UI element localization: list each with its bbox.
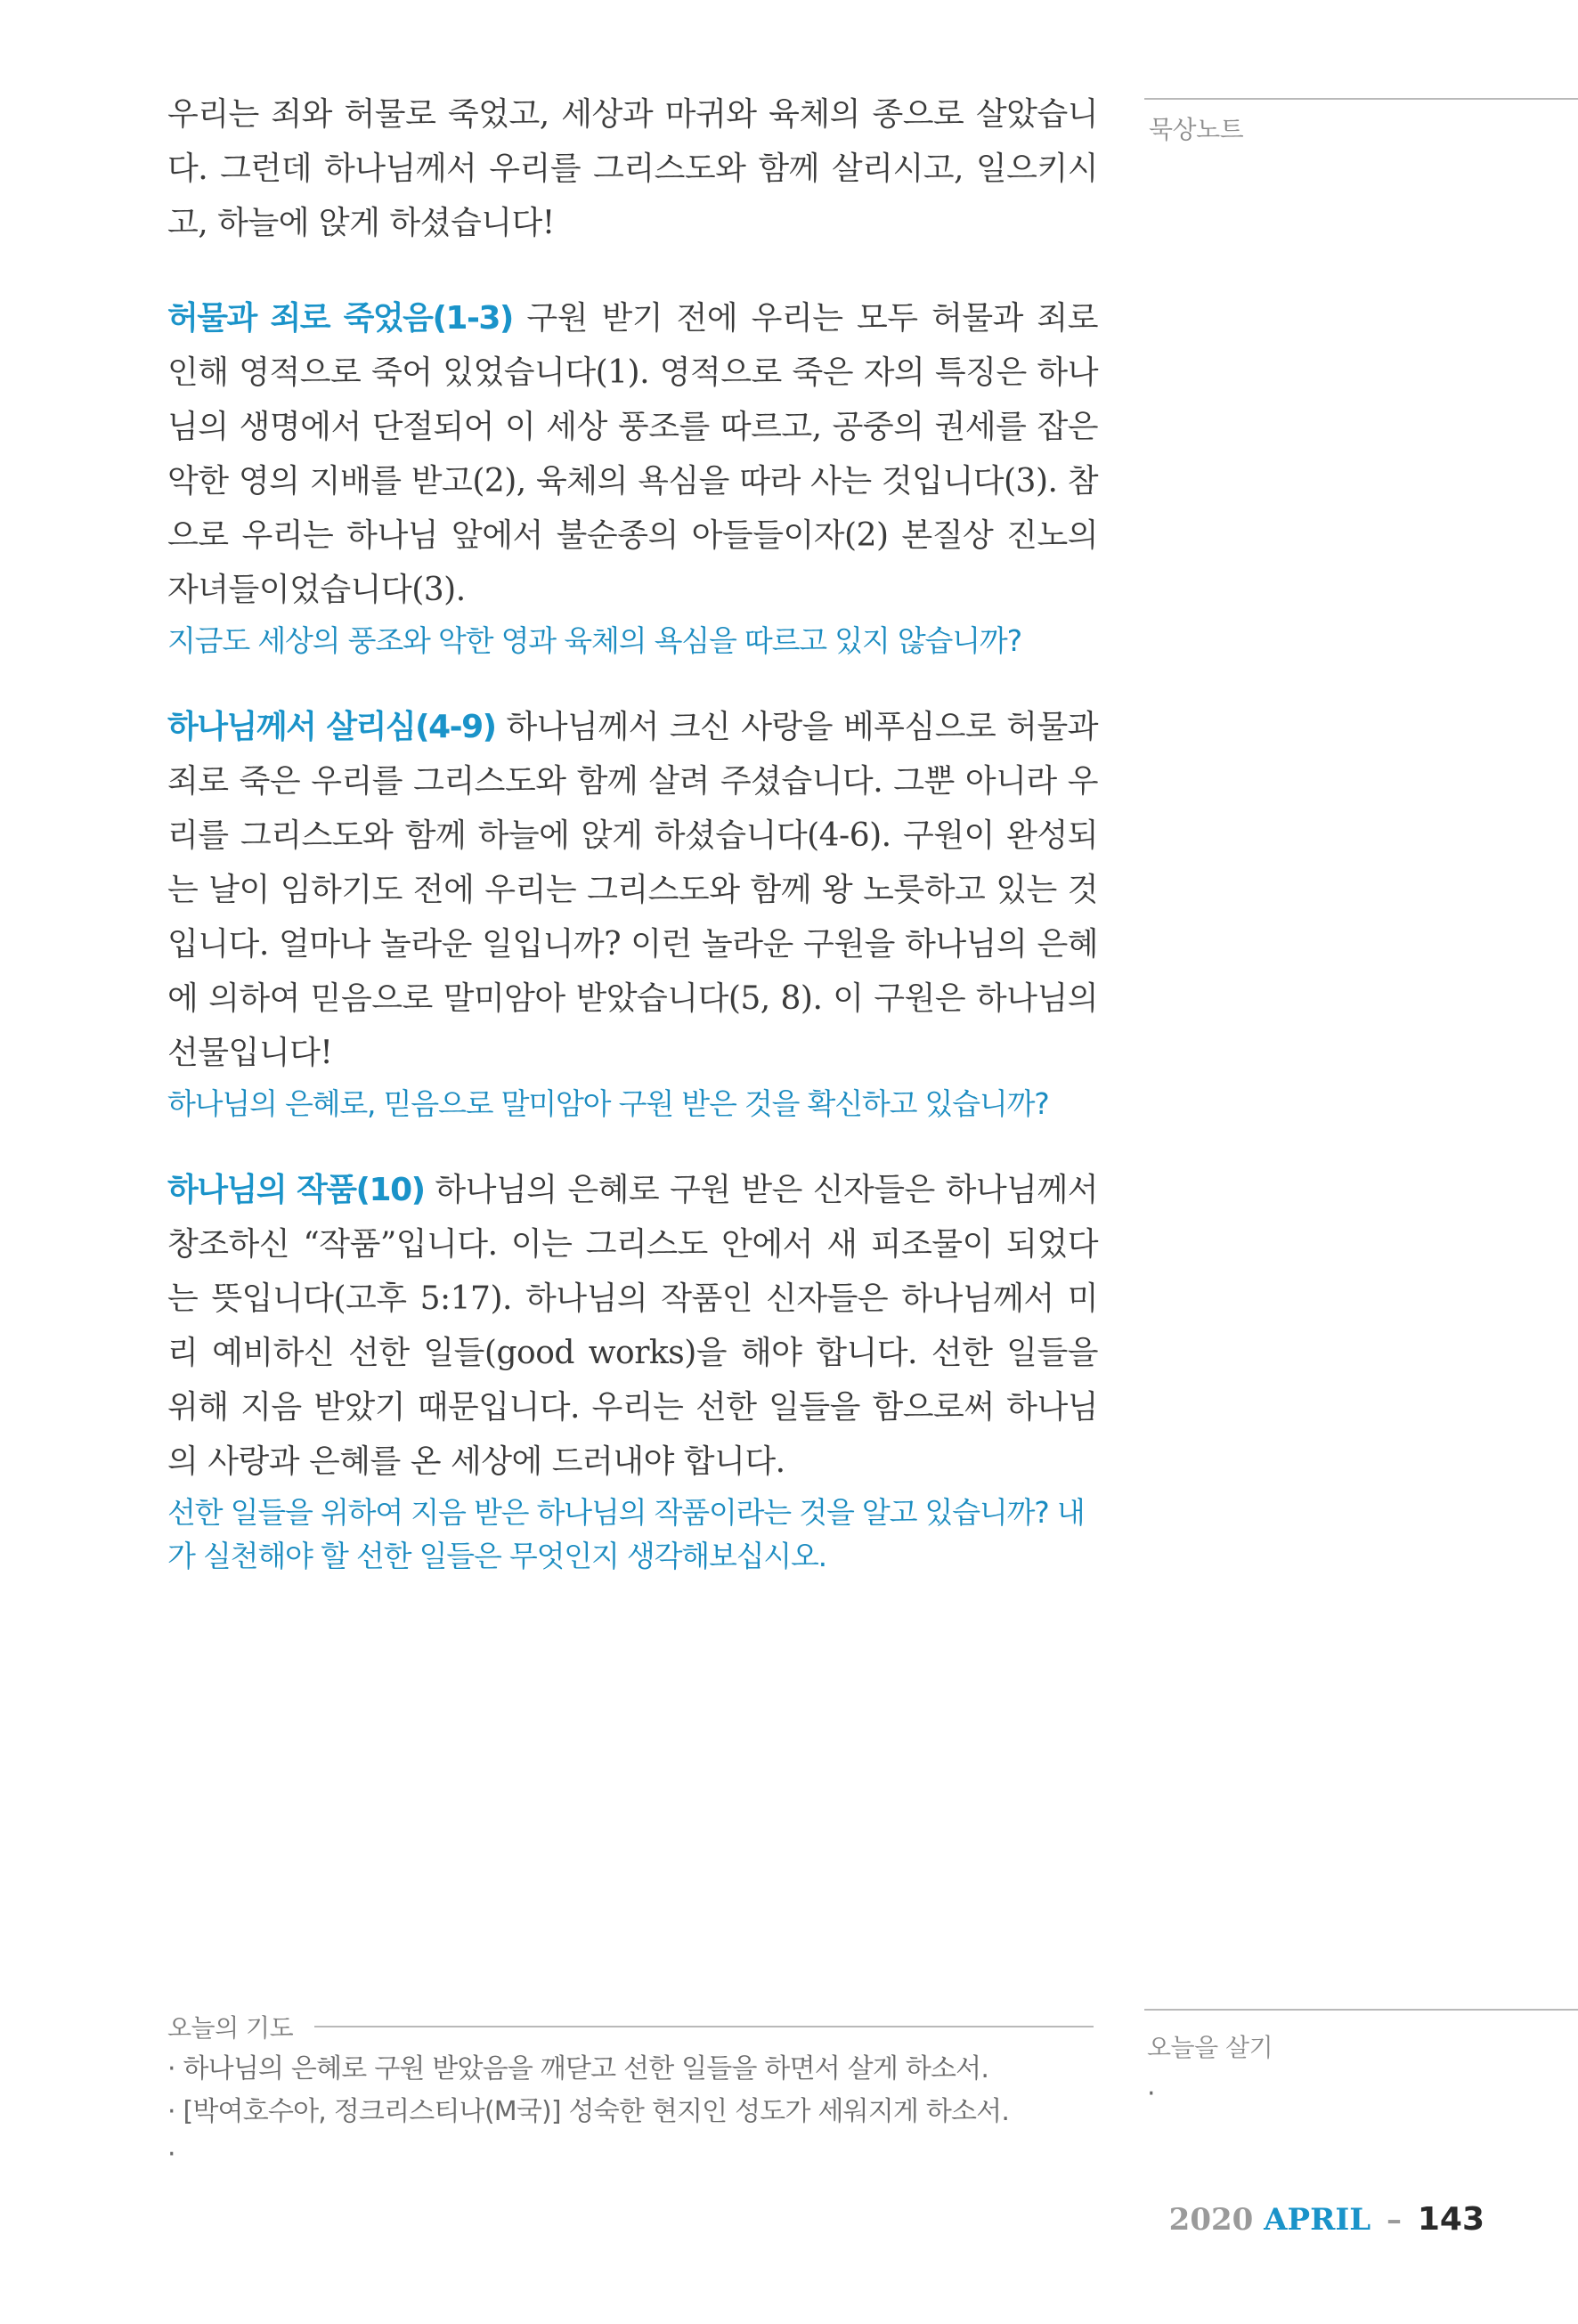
meditation-note-rule — [1144, 98, 1578, 100]
main-content — [167, 87, 1098, 1615]
prayer-list — [167, 2048, 1094, 2176]
section-paragraph — [167, 700, 1098, 1080]
prayer-item: · — [167, 2139, 175, 2170]
page-number: 143 — [1417, 2201, 1484, 2238]
living-today-bullet: · — [1147, 2078, 1156, 2109]
todays-prayer-header — [167, 2009, 1094, 2044]
section-title: 하나님의 작품(10) — [167, 1172, 425, 1208]
living-today-label: 오늘을 살기 — [1147, 2033, 1273, 2062]
footer-year: 2020 — [1168, 2202, 1254, 2238]
section-title: 하나님께서 살리심(4-9) — [167, 709, 496, 745]
section-body: 하나님의 은혜로 구원 받은 신자들은 하나님께서 창조하신 “작품”입니다. 이는 그리스도 안에서 새 피조물이 되었다는 뜻입니다(고후 5:17). 하나님의 작품인 신자들은 하나님께서 미리 예비하신 선한 일들(good works)을 해야 합니다. 선한 일들을 위해 지음 받았기 때문입니다. 우리는 선한 일들을 함으로써 하나님의 사랑과 은혜를 온 세상에 드러내야 합니다. — [167, 1172, 1098, 1480]
section-workmanship — [167, 1163, 1098, 1578]
living-today-rule — [1144, 2009, 1578, 2011]
reflection-question: 선한 일들을 위하여 지음 받은 하나님의 작품이라는 것을 알고 있습니까? 내가 실천해야 할 선한 일들은 무엇인지 생각해보십시오. — [167, 1495, 1085, 1573]
footer-month: APRIL — [1264, 2202, 1371, 2238]
section-dead-in-sin — [167, 291, 1098, 662]
section-paragraph — [167, 291, 1098, 617]
section-body: 구원 받기 전에 우리는 모두 허물과 죄로 인해 영적으로 죽어 있었습니다(1). 영적으로 죽은 자의 특징은 하나님의 생명에서 단절되어 이 세상 풍조를 따르고, 공중의 권세를 잡은 악한 영의 지배를 받고(2), 육체의 욕심을 따라 사는 것입니다(3). 참으로 우리는 하나님 앞에서 불순종의 아들들이자(2) 본질상 진노의 자녀들이었습니다(3). — [167, 300, 1098, 608]
intro-paragraph: 우리는 죄와 허물로 죽었고, 세상과 마귀와 육체의 종으로 살았습니다. 그런데 하나님께서 우리를 그리스도와 함께 살리시고, 일으키시고, 하늘에 앉게 하셨습니다! — [167, 96, 1098, 241]
section-paragraph — [167, 1163, 1098, 1489]
section-title: 허물과 죄로 죽었음(1-3) — [167, 300, 513, 337]
meditation-note-label: 묵상노트 — [1149, 115, 1244, 144]
prayer-item: · [박여호수아, 정크리스티나(M국)] 성숙한 현지인 성도가 세워지게 하소서. — [167, 2096, 1010, 2127]
prayer-item: · 하나님의 은혜로 구원 받았음을 깨닫고 선한 일들을 하면서 살게 하소서. — [167, 2053, 989, 2084]
footer-dash: – — [1387, 2202, 1402, 2238]
section-made-alive — [167, 700, 1098, 1125]
todays-prayer-rule — [314, 2026, 1094, 2027]
todays-prayer-label: 오늘의 기도 — [167, 2013, 294, 2043]
reflection-question: 하나님의 은혜로, 믿음으로 말미암아 구원 받은 것을 확신하고 있습니까? — [167, 1086, 1049, 1121]
section-body: 하나님께서 크신 사랑을 베푸심으로 허물과 죄로 죽은 우리를 그리스도와 함께 살려 주셨습니다. 그뿐 아니라 우리를 그리스도와 함께 하늘에 앉게 하셨습니다(4-6). 구원이 완성되는 날이 임하기도 전에 우리는 그리스도와 함께 왕 노릇하고 있는 것입니다. 얼마나 놀라운 일입니까? 이런 놀라운 구원을 하나님의 은혜에 의하여 믿음으로 말미암아 받았습니다(5, 8). 이 구원은 하나님의 선물입니다! — [167, 709, 1098, 1071]
reflection-question: 지금도 세상의 풍조와 악한 영과 육체의 욕심을 따르고 있지 않습니까? — [167, 623, 1021, 658]
page-footer — [1169, 2201, 1484, 2238]
